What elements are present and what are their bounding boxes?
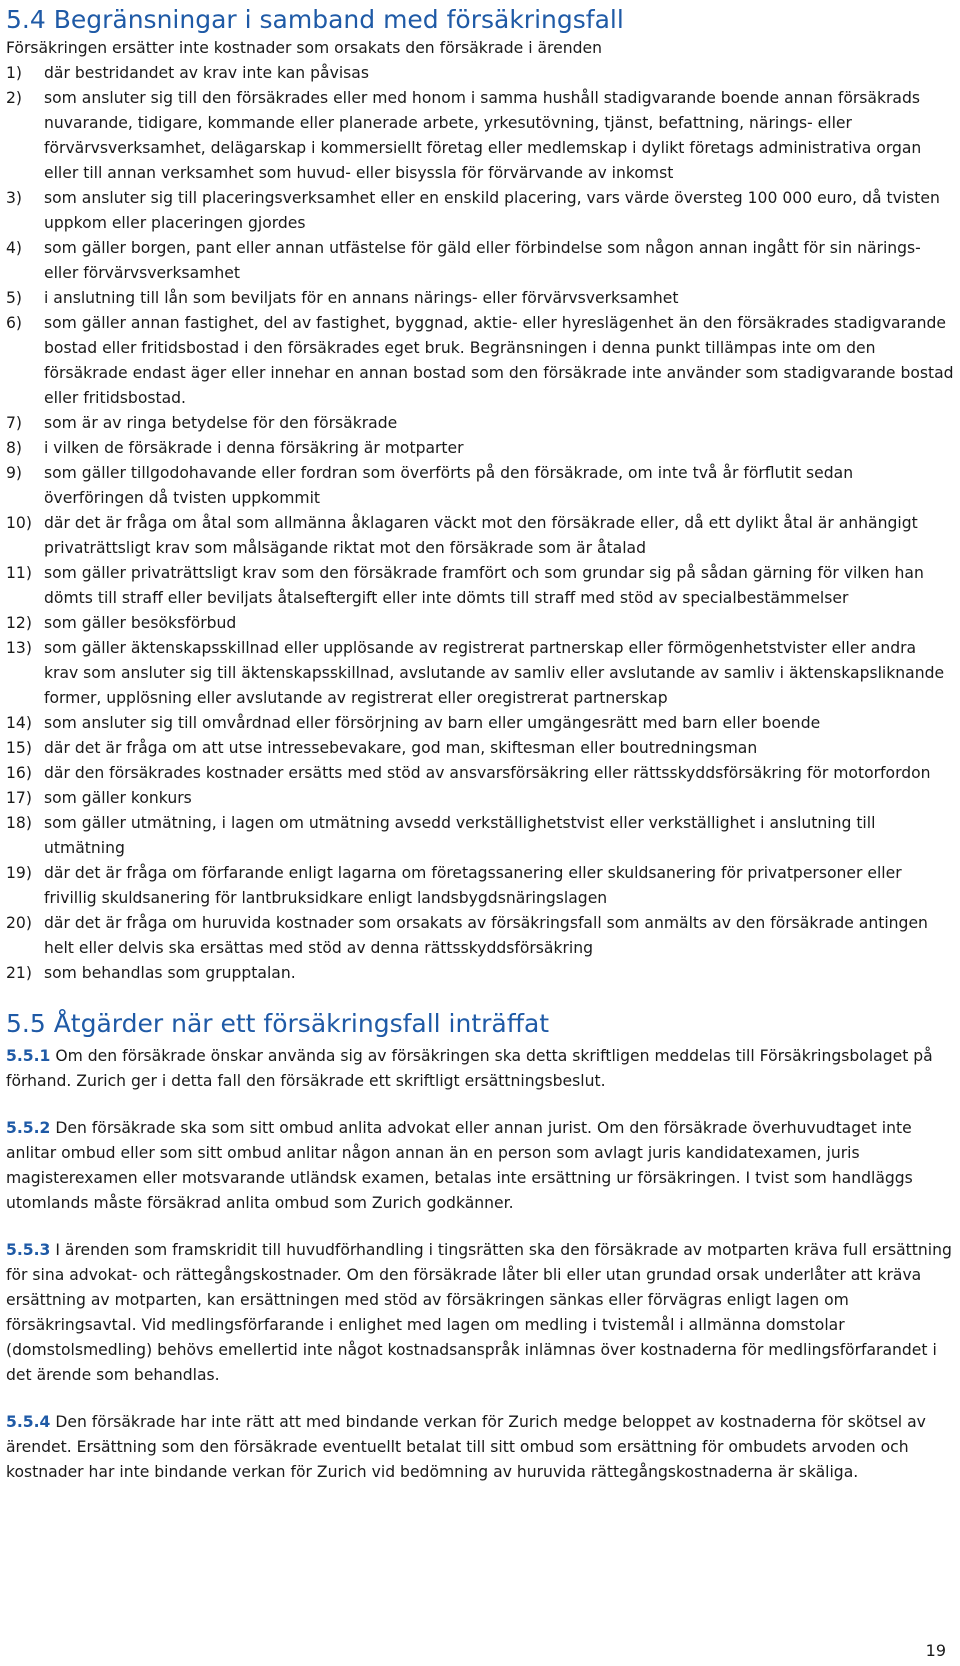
list-item-text: som gäller annan fastighet, del av fastighet, byggnad, aktie- eller hyreslägenhet än den försäkrades stadigvarande bostad eller fritidsbostad i den försäkrades eget bruk. Begränsningen i denna punkt tillämpas inte om den försäkrade endast äger eller innehar en annan bostad som den försäkrade inte använder som stadigvarande bostad eller fritidsbostad. [44,314,954,407]
paragraph [6,1410,954,1485]
list-item-number: 6) [6,314,23,332]
list-item [6,786,954,811]
list-item [6,611,954,636]
list-item [6,736,954,761]
list-item-text: som gäller borgen, pant eller annan utfästelse för gäld eller förbindelse som någon annan ingått för sin närings- eller förvärvsverksamhet [44,239,921,282]
list-item-text: där det är fråga om att utse intressebevakare, god man, skiftesman eller boutredningsman [44,739,758,757]
section-paragraphs [6,1044,954,1485]
list-item-number: 14) [6,714,32,732]
list-item-text: som gäller konkurs [44,789,192,807]
section-heading-5-5: 5.5 Åtgärder när ett försäkringsfall inträffat [6,1009,550,1038]
list-item-number: 18) [6,814,32,832]
section-lead: Försäkringen ersätter inte kostnader som orsakats den försäkrade i ärenden [6,39,602,57]
list-item-text: i vilken de försäkrade i denna försäkring är motparter [44,439,464,457]
paragraph-text: I ärenden som framskridit till huvudförhandling i tingsrätten ska den försäkrade av motparten kräva full ersättning för sina advokat- och rättegångskostnader. Om den försäkrade låter bli eller utan grundad orsak underlåter att kräva ersättning av motparten, kan ersättningen med stöd av försäkringen sänkas eller förvägras enligt lagen om försäkringsavtal. Vid medlingsförfarande i enlighet med lagen om medling i tvistemål i allmänna domstolar (domstolsmedling) behövs emellertid inte något kostnadsanspråk inlämnas över kostnaderna för medlingsförfarandet i det ärende som behandlas. [6,1241,952,1384]
list-item-text: som ansluter sig till den försäkrades eller med honom i samma hushåll stadigvarande boende annan försäkrads nuvarande, tidigare, kommande eller planerade arbete, yrkesutövning, tjänst, befattning, närings- eller förvärvsverksamhet, delägarskap i kommersiellt företag eller medlemskap i dylikt företags administrativa organ eller till annan verksamhet som huvud- eller bisyssla för förvärvande av inkomst [44,89,922,182]
list-item-text: som gäller besöksförbud [44,614,237,632]
paragraph-text: Om den försäkrade önskar använda sig av försäkringen ska detta skriftligen meddelas till Försäkringsbolaget på förhand. Zurich ger i detta fall den försäkrade ett skriftligt ersättningsbeslut. [6,1047,933,1090]
paragraph-text: Den försäkrade ska som sitt ombud anlita advokat eller annan jurist. Om den försäkrade överhuvudtaget inte anlitar ombud eller som sitt ombud anlitar någon annan än en person som avlagt juris kandidatexamen, juris magisterexamen eller motsvarande utländsk examen, betalas inte ersättning ur försäkringen. I tvist som handläggs utomlands måste försäkrad anlita ombud som Zurich godkänner. [6,1119,913,1212]
list-item-number: 9) [6,464,23,482]
list-item [6,761,954,786]
list-item [6,561,954,611]
list-item-text: som gäller äktenskapsskillnad eller upplösande av registrerat partnerskap eller förmögenhetstvister eller andra krav som ansluter sig till äktenskapsskillnad, avslutande av samliv eller avslutande av samliv i äktenskapsliknande former, upplösning eller avslutande av registrerat eller oregistrerat partnerskap [44,639,945,707]
list-item-text: som ansluter sig till omvårdnad eller försörjning av barn eller umgängesrätt med barn eller boende [44,714,821,732]
list-item [6,86,954,186]
section-heading-5-4: 5.4 Begränsningar i samband med försäkringsfall [6,5,624,34]
list-item-text: som ansluter sig till placeringsverksamhet eller en enskild placering, vars värde översteg 100 000 euro, då tvisten uppkom eller placeringen gjordes [44,189,940,232]
list-item-text: som gäller tillgodohavande eller fordran som överförts på den försäkrade, om inte två år förflutit sedan överföringen då tvisten uppkommit [44,464,854,507]
list-item-text: där bestridandet av krav inte kan påvisas [44,64,369,82]
list-item [6,436,954,461]
paragraph-text: Den försäkrade har inte rätt att med bindande verkan för Zurich medge beloppet av kostnaderna för skötsel av ärendet. Ersättning som den försäkrade eventuellt betalat till sitt ombud som ersättning för ombudets arvoden och kostnader har inte bindande verkan för Zurich vid bedömning av huruvida rättegångskostnaderna är skäliga. [6,1413,926,1481]
list-item-number: 8) [6,439,23,457]
list-item-text: i anslutning till lån som beviljats för en annans närings- eller förvärvsverksamhet [44,289,679,307]
list-item [6,236,954,286]
list-item-number: 17) [6,789,32,807]
list-item [6,411,954,436]
list-item-number: 13) [6,639,32,657]
list-item [6,61,954,86]
list-item [6,461,954,511]
list-item [6,311,954,411]
list-item-number: 15) [6,739,32,757]
paragraph [6,1044,954,1094]
list-item-text: där den försäkrades kostnader ersätts med stöd av ansvarsförsäkring eller rättsskyddsförsäkring för motorfordon [44,764,931,782]
list-item-number: 7) [6,414,23,432]
paragraph [6,1238,954,1388]
list-item [6,286,954,311]
list-item [6,186,954,236]
list-item [6,711,954,736]
list-item-text: som gäller utmätning, i lagen om utmätning avsedd verkställighetstvist eller verkställighet i anslutning till utmätning [44,814,876,857]
list-item-text: där det är fråga om åtal som allmänna åklagaren väckt mot den försäkrade eller, då ett dylikt åtal är anhängigt privaträttsligt krav som målsägande riktat mot den försäkrade som är åtalad [44,514,918,557]
list-item [6,811,954,861]
paragraph-number: 5.5.1 [6,1047,51,1065]
list-item-number: 10) [6,514,32,532]
page-number: 19 [925,1641,946,1660]
list-item-number: 4) [6,239,23,257]
list-item-text: som gäller privaträttsligt krav som den försäkrade framfört och som grundar sig på sådan gärning för vilken han dömts till straff eller beviljats åtalseftergift eller inte dömts till straff med stöd av specialbestämmelser [44,564,924,607]
list-item [6,961,954,986]
list-item [6,861,954,911]
list-item [6,911,954,961]
list-item-text: som behandlas som grupptalan. [44,964,296,982]
list-item-number: 16) [6,764,32,782]
list-item-number: 12) [6,614,32,632]
list-item-number: 1) [6,64,23,82]
exclusion-list [6,61,954,986]
list-item-text: där det är fråga om förfarande enligt lagarna om företagssanering eller skuldsanering för privatpersoner eller frivillig skuldsanering för lantbruksidkare enligt landsbygdsnäringslagen [44,864,902,907]
list-item-number: 19) [6,864,32,882]
list-item-text: som är av ringa betydelse för den försäkrade [44,414,398,432]
list-item [6,636,954,711]
list-item-number: 21) [6,964,32,982]
document-page [6,0,954,1507]
paragraph-number: 5.5.4 [6,1413,51,1431]
list-item-number: 20) [6,914,32,932]
paragraph-number: 5.5.2 [6,1119,51,1137]
list-item-number: 5) [6,289,23,307]
list-item-number: 3) [6,189,23,207]
list-item-number: 2) [6,89,23,107]
list-item [6,511,954,561]
list-item-text: där det är fråga om huruvida kostnader som orsakats av försäkringsfall som anmälts av den försäkrade antingen helt eller delvis ska ersättas med stöd av denna rättsskyddsförsäkring [44,914,928,957]
paragraph-number: 5.5.3 [6,1241,51,1259]
list-item-number: 11) [6,564,32,582]
paragraph [6,1116,954,1216]
